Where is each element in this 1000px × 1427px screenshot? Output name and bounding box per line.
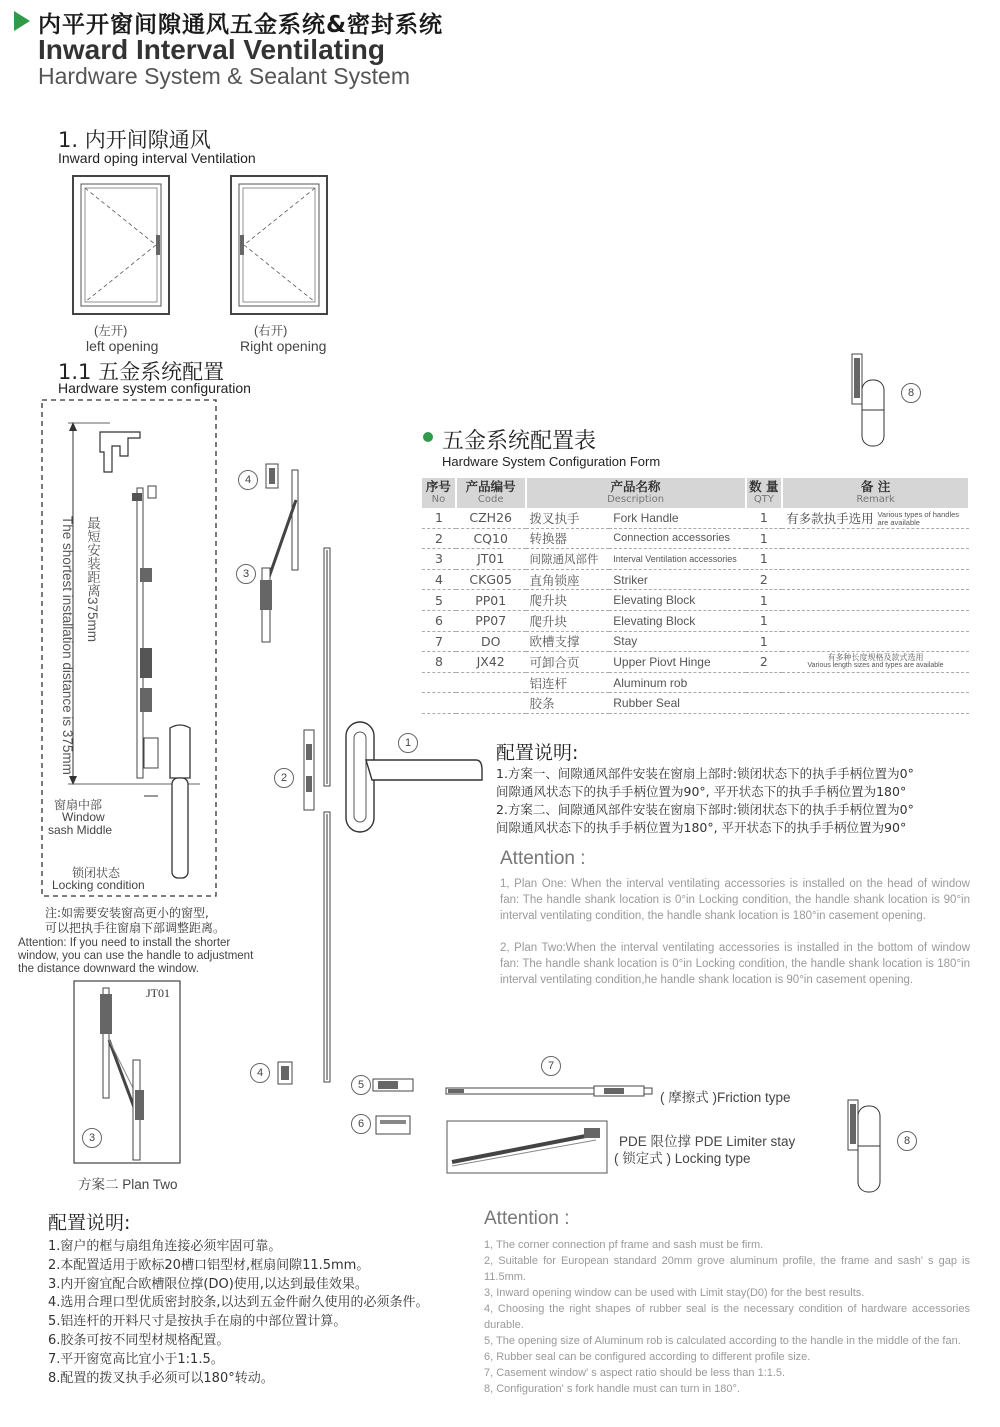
page-subtitle-en: Hardware System & Sealant System [38,63,410,89]
shorter-window-note-en-3: the distance downward the window. [18,963,199,975]
config-note-line: 2.方案二、间隙通风部件安装在窗扇下部时:锁闭状态下的执手手柄位置为0° [496,802,914,817]
list-item: 7, Casement window' s aspect ratio should be less than 1:1.5. [484,1367,786,1379]
config-notes-body [496,765,976,837]
col-code-header: 产品编号 Code [456,478,526,508]
config-table [422,478,970,714]
locking-condition-label-cn: 锁闭状态 [72,866,121,880]
table-bullet-icon [423,432,433,442]
table-row: 5 PP01 爬升块 Elevating Block 1 [422,590,969,611]
list-item: 1.窗户的框与扇组角连接必须牢固可靠。 [48,1239,282,1254]
part-marker-3: 3 [236,564,256,584]
part-marker-6: 6 [351,1114,371,1134]
left-opening-label-cn: (左开) [94,324,128,338]
window-middle-label-en-1: Window [62,810,105,824]
min-distance-label-cn: 最短安装距离375mm [85,516,100,643]
plan-two-label: 方案二 Plan Two [78,1177,178,1192]
config-table-title-cn: 五金系统配置表 [442,429,597,454]
bottom-notes-title: 配置说明: [48,1212,131,1234]
friction-stay-icon [444,1080,656,1104]
col-no-header: 序号 No [422,478,456,508]
bottom-notes-list-cn [48,1238,468,1388]
section1-title-en: Inward oping interval Ventilation [58,150,256,166]
window-middle-label-cn: 窗扇中部 [54,798,103,812]
table-row: 2 CQ10 转换器 Connection accessories 1 [422,528,969,549]
table-row: 铝连杆 Aluminum rob [422,672,969,693]
table-row: 4 CKG05 直角锁座 Striker 2 [422,569,969,590]
shorter-window-note-cn-1: 注:如需要安装窗高更小的窗型, [45,906,209,920]
part-marker-4: 4 [238,470,258,490]
right-opening-label-cn: (右开) [254,324,288,338]
list-item: 7.平开窗宽高比宜小于1:1.5。 [48,1351,224,1367]
list-item: 5.铝连杆的开料尺寸是按执手在扇的中部位置计算。 [48,1314,347,1330]
locking-condition-label-en: Locking condition [52,878,145,892]
shorter-window-note-cn-2: 可以把执手往窗扇下部调整距离。 [45,921,226,935]
list-item: 3.内开窗宜配合欧槽限位撑(DO)使用,以达到最佳效果。 [48,1276,368,1292]
table-row: 1 CZH26 拨叉执手 Fork Handle 1 有多款执手选用 Various types of handles are available [422,508,969,528]
page-title-cn: 内平开窗间隙通风五金系统&密封系统 [38,12,444,38]
shorter-window-note-en-1: Attention: If you need to install the shorter [18,937,231,949]
list-item: 6.胶条可按不同型材规格配置。 [48,1332,230,1348]
config-table-title-en: Hardware System Configuration Form [442,454,661,469]
friction-type-label: ( 摩擦式 )Friction type [660,1090,791,1105]
attention-title-2: Attention : [484,1208,570,1229]
col-remark-header: 备 注 Remark [782,478,969,508]
limiter-stay-icon [446,1120,610,1176]
title-arrow-icon [14,11,30,31]
part-marker-7: 7 [541,1056,561,1076]
hinge-icon-top [846,352,896,454]
list-item: 5, The opening size of Aluminum rob is calculated according to the handle in the middle of the fan. [484,1335,961,1347]
jt01-label: JT01 [146,986,170,1000]
list-item: 2, Suitable for European standard 20mm grove aluminum profile, the frame and sash' s gap is 11.5mm. [484,1255,970,1283]
min-distance-label-en: The shortest installation distance is 375mm [60,516,75,775]
window-middle-label-en-2: sash Middle [48,823,113,837]
part-marker-4b: 4 [250,1063,270,1083]
shorter-window-note-en-2: window, you can use the handle to adjustment [18,950,254,962]
table-row: 胶条 Rubber Seal [422,693,969,714]
col-description-header: 产品名称 Description [526,478,746,508]
attention-paragraph-2: 2, Plan Two:When the interval ventilating accessories is installed in the bottom of window fan: The handle shank location is 0°in Locking condition, the handle shank location is 180°in interval ventilating condition,he handle shank location is 90°in casement opening. [500,942,970,986]
part-marker-1: 1 [398,733,418,753]
part-marker-8b: 8 [897,1131,917,1151]
attention-paragraph-1: 1, Plan One: When the interval ventilating accessories is installed on the head of window fan: The handle shank location is 0°in Locking condition, the handle shank location is 90°in interval ventilating condition, the handle shank location is 180°in casement opening. [500,878,970,922]
left-opening-label-en: left opening [86,338,159,354]
right-opening-window-icon [230,175,330,317]
hinge-icon-bottom [842,1096,892,1198]
part-marker-3b: 3 [82,1128,102,1148]
part-marker-2: 2 [274,768,294,788]
left-opening-window-icon [72,175,172,317]
bottom-attention-list-en [484,1237,970,1397]
list-item: 4.选用合理口型优质密封胶条,以达到五金件耐久使用的必须条件。 [48,1295,429,1311]
list-item: 3, Inward opening window can be used with Limit stay(D0) for the best results. [484,1287,865,1299]
list-item: 1, The corner connection pf frame and sash must be firm. [484,1239,764,1251]
limiter-stay-label: PDE 限位撑 PDE Limiter stay [619,1134,796,1149]
section11-title-en: Hardware system configuration [58,380,251,396]
part-marker-5: 5 [351,1075,371,1095]
list-item: 6, Rubber seal can be configured according to different profile size. [484,1351,811,1363]
page-title-en: Inward Interval Ventilating [38,34,385,65]
right-opening-label-en: Right opening [240,338,327,354]
config-notes-title: 配置说明: [496,742,579,764]
config-note-line: 间隙通风状态下的执手手柄位置为90°, 平开状态下的执手手柄位置为180° [496,784,907,799]
list-item: 2.本配置适用于欧标20槽口铝型材,框扇间隙11.5mm。 [48,1257,370,1273]
locking-type-label: ( 锁定式 ) Locking type [614,1151,751,1166]
config-note-line: 1.方案一、间隙通风部件安装在窗扇上部时:锁闭状态下的执手手柄位置为0° [496,766,914,781]
table-row: 3 JT01 间隙通风部件 Interval Ventilation accessories 1 [422,549,969,570]
list-item: 4, Choosing the right shapes of rubber seal is the necessary condition of hardware accessories durable. [484,1303,970,1331]
section1-title-cn: 1. 内开间隙通风 [58,128,211,152]
elevating-block-pp07-icon [374,1112,414,1138]
list-item: 8.配置的拨叉执手必须可以180°转动。 [48,1370,274,1386]
table-row: 7 DO 欧槽支撑 Stay 1 [422,631,969,652]
table-row: 8 JX42 可卸合页 Upper Piovt Hinge 2 有多种长度规格及款式选用 Various length sizes and types are available [422,652,969,673]
attention-title-1: Attention : [500,848,586,869]
list-item: 8, Configuration' s fork handle must can turn in 180°. [484,1383,740,1395]
part-marker-8: 8 [901,383,921,403]
section11-title-cn: 1.1 五金系统配置 [58,360,225,384]
table-row: 6 PP07 爬升块 Elevating Block 1 [422,610,969,631]
elevating-block-pp01-icon [372,1075,416,1095]
table-header-row [422,478,969,508]
config-note-line: 间隙通风状态下的执手手柄位置为180°, 平开状态下的执手手柄位置为90° [496,820,907,835]
col-qty-header: 数 量 QTY [746,478,783,508]
